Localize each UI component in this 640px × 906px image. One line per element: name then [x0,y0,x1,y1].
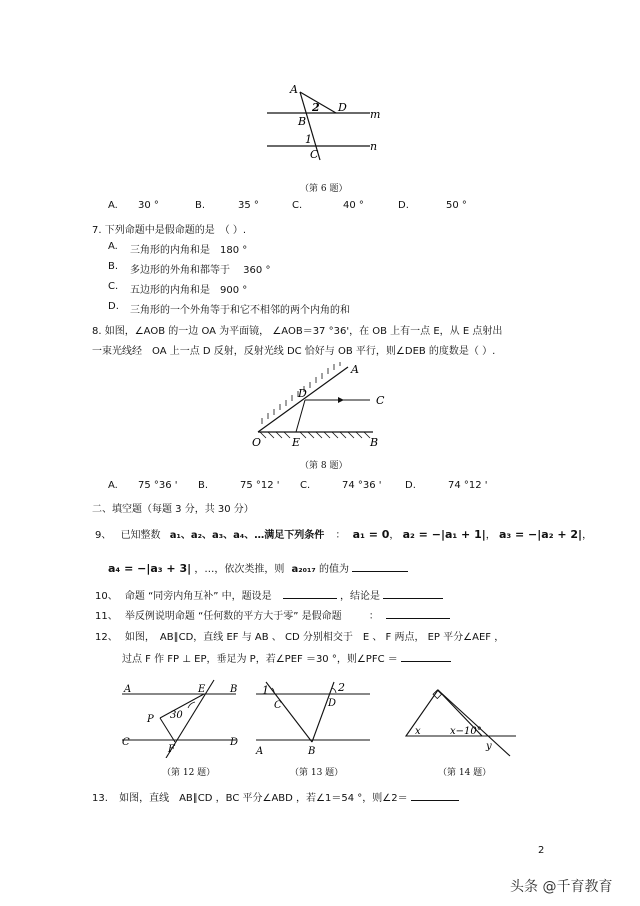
fig8-label-e: E [292,436,301,449]
q11-colon: ： [368,611,379,622]
fig6-label-m: m [370,108,381,121]
q9-tail: ，…，依次类推，则 [194,564,285,575]
fig13-label-a: A [256,746,264,757]
fig12-caption: （第 12 题） [162,768,216,778]
q10-premise-blank[interactable] [283,589,337,599]
q11-text: 举反例说明命题 “任何数的平方大于零” 是假命题 [124,611,342,622]
fig8-label-b: B [370,436,379,449]
q7-option-a-letter: A. [108,241,118,252]
q10-number: 10、 [95,591,118,602]
q6-option-c-letter: C. [292,200,303,211]
fig8-caption: （第 8 题） [300,461,348,471]
q9-tail-2: 的值为 [318,564,349,575]
q8-option-a-value: 75 °36 ' [138,480,178,491]
section-2-heading: 二、填空题（每题 3 分，共 30 分） [92,504,254,515]
fig6-label-n: n [370,140,378,153]
q6-option-d-value: 50 ° [446,200,467,211]
q7-option-a-text: 三角形的内角和是 180 ° [130,245,248,256]
figure-14 [398,678,518,758]
q13-text: 如图，直线 AB∥CD ，BC 平分∠ABD ，若∠1＝54 °，则∠2＝ [119,793,408,804]
q6-option-b-letter: B. [195,200,206,211]
figure-6 [262,80,382,175]
q8-line-1: 8. 如图，∠AOB 的一边 OA 为平面镜， ∠AOB＝37 °36'，在 OB 上有一点 E，从 E 点射出 [92,326,503,337]
figure-8 [248,362,398,452]
q9-intro: 已知整数 [120,530,161,541]
q13-answer-blank[interactable] [411,791,459,801]
q13-line [92,789,459,804]
q12-line-2 [122,650,451,665]
fig12-label-e: E [198,684,206,695]
fig13-label-c: C [274,700,282,711]
fig14-label-x: x [415,726,421,737]
q7-option-b-letter: B. [108,261,119,272]
fig13-label-one: 1 [262,684,269,697]
fig6-label-two: 2 [312,101,320,114]
q8-option-b-letter: B. [198,480,209,491]
q9-cond-1: a₁ = 0 [352,528,390,541]
fig12-label-b: B [230,684,238,695]
q8-option-a-letter: A. [108,480,118,491]
q7-option-c-text: 五边形的内角和是 900 ° [130,285,248,296]
fig13-caption: （第 13 题） [290,768,344,778]
fig12-label-f: F [168,744,175,755]
q9-number: 9、 [95,530,112,541]
fig12-label-d: D [230,737,239,748]
fig6-label-c: C [310,148,319,161]
q9-line-1: 9、 已知整数 a₁、a₂、a₃、a₄、…满足下列条件 ： a₁ = 0， a₂ = −|a₁ + 1|， a₃ = −|a₂ + 2|， [95,528,593,541]
q10-premise-label: 命题 “同旁内角互补” 中，题设是 [124,591,272,602]
q12-text-1: 如图， AB∥CD，直线 EF 与 AB 、 CD 分别相交于 E 、 F 两点， EP 平分∠AEF ， [124,632,505,643]
fig14-label-y: y [486,741,492,752]
fig8-label-d: D [298,387,307,400]
fig6-label-d: D [338,101,347,114]
q9-line-2 [108,560,408,575]
q10-conclusion-blank[interactable] [383,589,443,599]
q6-option-c-value: 40 ° [343,200,364,211]
q8-line-2: 一束光线经 OA 上一点 D 反射，反射光线 DC 恰好与 OB 平行，则∠DEB 的度数是（ ）. [92,346,496,357]
fig6-label-b: B [298,115,307,128]
figure-12 [118,678,248,758]
q12-line-1 [95,628,504,643]
fig12-label-angle: 30 [170,710,183,721]
fig14-label-expr: x−10° [450,726,482,737]
q9-cond-3: a₃ = −|a₂ + 2| [498,528,583,541]
q7-option-b-text: 多边形的外角和都等于 360 ° [130,265,271,276]
q10-line [95,587,443,602]
q6-option-b-value: 35 ° [238,200,259,211]
fig8-label-o: O [252,436,262,449]
fig6-caption: （第 6 题） [300,184,348,194]
q7-option-d-text: 三角形的一个外角等于和它不相邻的两个内角的和 [130,305,350,316]
q9-answer-blank[interactable] [352,562,408,572]
q7-option-c-letter: C. [108,281,119,292]
q7-stem: 7. 下列命题中是假命题的是 （ ）. [92,225,247,236]
fig8-label-c: C [376,394,385,407]
q8-option-b-value: 75 °12 ' [240,480,280,491]
fig12-label-a: A [124,684,132,695]
q12-text-2: 过点 F 作 FP ⊥ EP，垂足为 P，若∠PEF ＝30 °，则∠PFC ＝ [122,654,398,665]
fig8-label-a: A [351,363,359,376]
q9-cond-2: a₂ = −|a₁ + 1| [402,528,486,541]
q6-option-d-letter: D. [398,200,409,211]
q6-option-a-letter: A. [108,200,118,211]
q8-option-d-value: 74 °12 ' [448,480,488,491]
fig13-label-two: 2 [338,681,345,694]
fig12-label-p: P [147,714,154,725]
q9-target: a₂₀₁₇ [291,564,316,575]
fig12-label-c: C [122,737,130,748]
q8-option-c-letter: C. [300,480,311,491]
fig13-label-b: B [308,746,316,757]
watermark: 头条 @千育教育 [510,879,613,895]
q12-answer-blank[interactable] [401,652,451,662]
q10-conclusion-label: ，结论是 [340,591,381,602]
figure-13 [252,678,382,758]
q11-line [95,607,450,622]
page-number: 2 [538,845,545,856]
q11-number: 11、 [95,611,118,622]
q7-option-d-letter: D. [108,301,119,312]
q9-sequence: a₁、a₂、a₃、a₄、…满足下列条件 [169,530,325,541]
q8-option-c-value: 74 °36 ' [342,480,382,491]
q12-number: 12、 [95,632,118,643]
q11-answer-blank[interactable] [386,609,450,619]
fig14-caption: （第 14 题） [438,768,492,778]
q9-cond-4: a₄ = −|a₃ + 3| [108,562,192,575]
fig13-label-d: D [328,698,337,709]
q8-option-d-letter: D. [405,480,416,491]
fig6-label-one: 1 [305,133,312,146]
q13-number: 13. [92,793,108,804]
fig6-label-a: A [290,83,298,96]
q9-colon: ： [335,530,346,541]
q6-option-a-value: 30 ° [138,200,159,211]
